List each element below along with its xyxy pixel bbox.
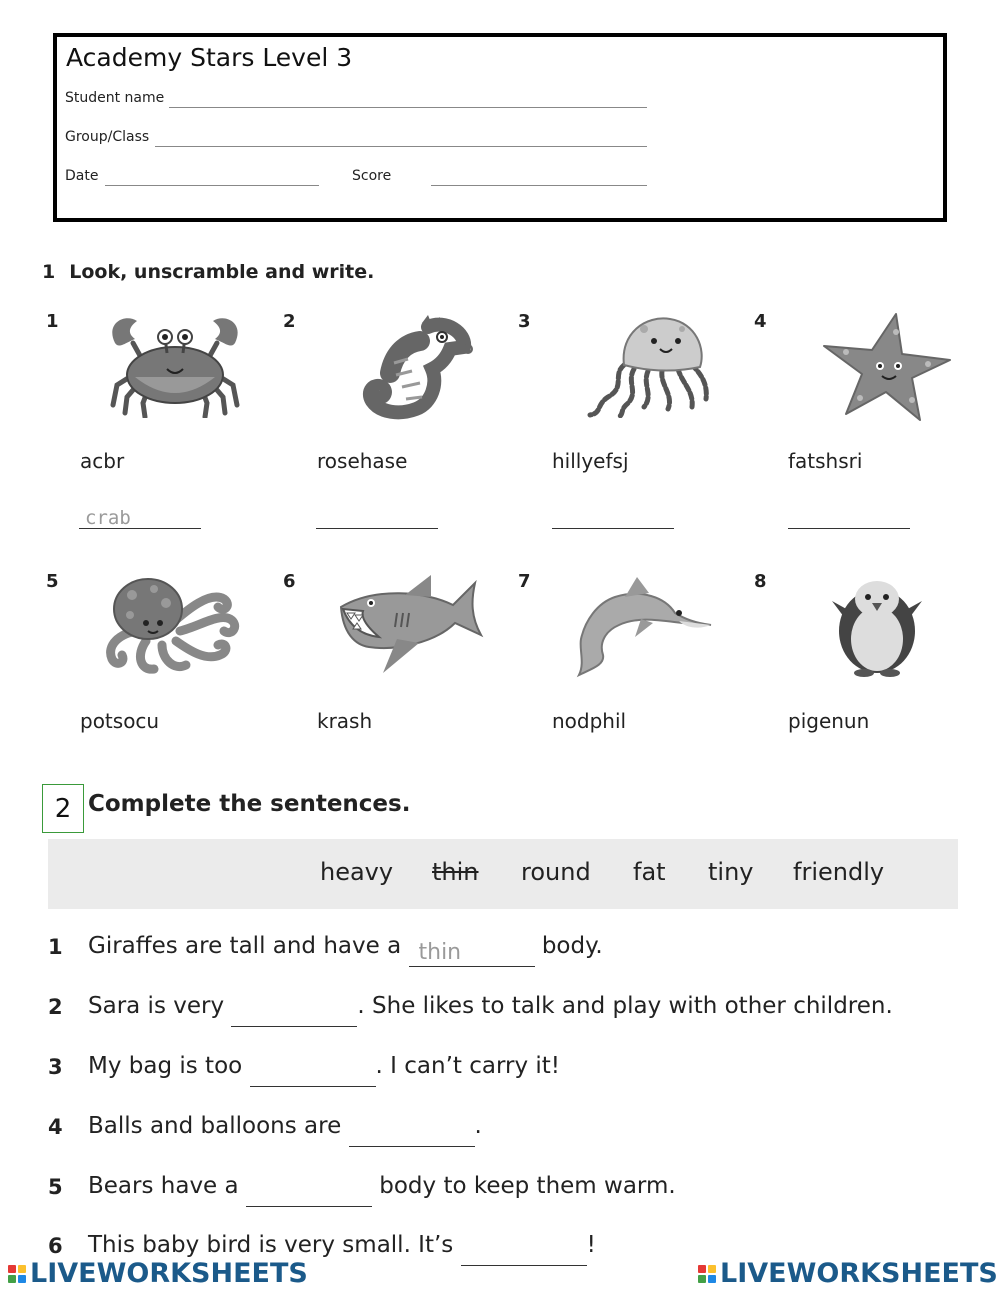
group-class-label: Group/Class (65, 129, 150, 145)
item-number: 7 (518, 571, 531, 592)
answer-line (552, 528, 674, 529)
liveworksheets-logo-left[interactable] (8, 1258, 308, 1289)
scrambled-word: acbr (80, 449, 125, 473)
sentence (88, 1053, 560, 1087)
word-bank-item: heavy (320, 858, 394, 886)
item-number: 2 (283, 311, 296, 332)
section1-title (42, 261, 374, 283)
sentence-text: Balls and balloons are (88, 1113, 342, 1139)
sentence-number: 5 (48, 1175, 63, 1199)
score-label: Score (352, 168, 392, 184)
sentence-answer-input-4[interactable] (349, 1120, 475, 1146)
sentence-blank (461, 1238, 587, 1266)
sentence-number: 4 (48, 1115, 63, 1139)
answer-line (79, 528, 201, 529)
student-info-box (53, 33, 947, 222)
crab-icon (105, 313, 245, 418)
liveworksheets-logo-icon (8, 1265, 26, 1283)
sentence-text: . (474, 1113, 482, 1139)
sentence-number: 1 (48, 935, 63, 959)
answer-line (788, 528, 910, 529)
item-number: 1 (46, 311, 59, 332)
student-name-label: Student name (65, 90, 165, 106)
sentence-text: body. (541, 933, 603, 959)
word-bank-item: friendly (793, 858, 885, 886)
seahorse-icon (350, 313, 475, 423)
sentence (88, 993, 893, 1027)
sentence-text: Sara is very (88, 993, 225, 1019)
scrambled-word: fatshsri (788, 449, 863, 473)
item-number: 6 (283, 571, 296, 592)
starfish-icon (820, 310, 955, 422)
sentence-blank (349, 1119, 475, 1147)
sentence-text: My bag is too (88, 1053, 243, 1079)
date-label: Date (65, 168, 99, 184)
item-number: 4 (754, 311, 767, 332)
liveworksheets-logo-icon (698, 1265, 716, 1283)
section1-instruction: Look, unscramble and write. (69, 261, 375, 283)
octopus-icon (100, 575, 245, 675)
sentence-answer-input-1[interactable] (409, 940, 535, 966)
section1-number: 1 (42, 261, 56, 283)
sentence (88, 1113, 482, 1147)
sentence-number: 6 (48, 1234, 63, 1258)
liveworksheets-brand-text: LIVEWORKSHEETS (720, 1258, 998, 1289)
sentence-text: body to keep them warm. (379, 1173, 676, 1199)
sentence-blank (231, 999, 357, 1027)
sentence-text: Bears have a (88, 1173, 239, 1199)
shark-icon (335, 573, 485, 678)
sentence (88, 1173, 676, 1207)
sentence-text: . I can’t carry it! (375, 1053, 561, 1079)
section2-instruction: Complete the sentences. (88, 791, 411, 817)
item-number: 5 (46, 571, 59, 592)
section2-number: 2 (42, 784, 84, 833)
group-class-line[interactable] (155, 146, 647, 147)
word-bank-item-used: thin (432, 858, 479, 886)
student-name-line[interactable] (169, 107, 647, 108)
word-bank-item: round (521, 858, 591, 886)
sentence-blank (409, 939, 535, 967)
sentence-blank (246, 1179, 372, 1207)
scrambled-word: nodphil (552, 709, 627, 733)
sentence-answer-input-6[interactable] (461, 1239, 587, 1265)
scrambled-word: rosehase (317, 449, 408, 473)
sentence-answer-input-3[interactable] (250, 1060, 376, 1086)
sentence-number: 2 (48, 995, 63, 1019)
sentence-number: 3 (48, 1055, 63, 1079)
penguin-icon (830, 573, 925, 678)
worksheet-title: Academy Stars Level 3 (66, 43, 353, 72)
sentence-text: ! (586, 1232, 596, 1258)
scrambled-word: krash (317, 709, 373, 733)
word-bank-item: tiny (708, 858, 754, 886)
sentence-text: . She likes to talk and play with other children. (357, 993, 893, 1019)
scrambled-word: pigenun (788, 709, 870, 733)
sentence-answer-input-2[interactable] (231, 1000, 357, 1026)
dolphin-icon (575, 573, 715, 678)
sentence (88, 933, 603, 967)
jellyfish-icon (582, 313, 712, 418)
scrambled-word: potsocu (80, 709, 160, 733)
score-line[interactable] (431, 185, 647, 186)
word-bank-item: fat (633, 858, 666, 886)
sentence-text: Giraffes are tall and have a (88, 933, 402, 959)
sentence-text: This baby bird is very small. It’s (88, 1232, 454, 1258)
item-number: 8 (754, 571, 767, 592)
scrambled-word: hillyefsj (552, 449, 629, 473)
sentence-blank (250, 1059, 376, 1087)
item-number: 3 (518, 311, 531, 332)
liveworksheets-brand-text: LIVEWORKSHEETS (30, 1258, 308, 1289)
answer-line (316, 528, 438, 529)
date-line[interactable] (105, 185, 319, 186)
sentence-answer-input-5[interactable] (246, 1180, 372, 1206)
word-bank (48, 839, 958, 909)
liveworksheets-logo-right[interactable] (698, 1258, 998, 1289)
